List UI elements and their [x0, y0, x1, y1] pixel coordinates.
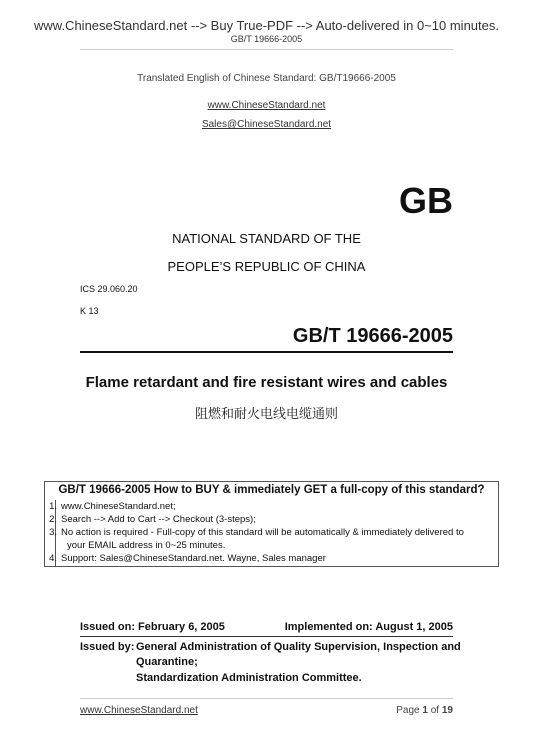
ics-code: ICS 29.060.20 — [80, 284, 138, 294]
gb-logo: GB — [399, 180, 453, 221]
banner-text: www.ChineseStandard.net --> Buy True-PDF --> Auto-delivered in 0~10 minutes. — [34, 18, 499, 33]
prc-line: PEOPLE’S REPUBLIC OF CHINA — [167, 259, 366, 274]
issuer-line-1: General Administration of Quality Supervision, Inspection and — [136, 641, 461, 653]
dates-divider — [80, 636, 453, 637]
header-code: GB/T 19666-2005 — [230, 34, 303, 44]
list-item-number: 3. — [49, 527, 57, 538]
buy-box-heading: GB/T 19666-2005 How to BUY & immediately GET a full-copy of this standard? — [58, 484, 485, 496]
title-rule — [80, 351, 453, 353]
website-link[interactable]: www.ChineseStandard.net — [207, 100, 326, 111]
standard-number: GB/T 19666-2005 — [292, 325, 453, 347]
list-item — [45, 552, 498, 565]
email-link-row — [0, 114, 533, 132]
list-item-continuation — [45, 539, 498, 552]
issued-on-date: Issued on: February 6, 2005 — [80, 621, 225, 633]
page-of: of — [430, 705, 440, 716]
title-english: Flame retardant and fire resistant wires and cables — [85, 374, 448, 391]
list-item-text: Search --> Add to Cart --> Checkout (3-steps); — [61, 514, 256, 525]
page-indicator — [396, 705, 453, 716]
page-prefix: Page — [396, 705, 420, 716]
title-chinese: 阻燃和耐火电线电缆通则 — [194, 406, 338, 421]
issuer-line-3: Standardization Administration Committee. — [136, 672, 362, 684]
website-link-row — [0, 95, 533, 113]
list-item-number: 4. — [49, 553, 57, 564]
national-standard-line: NATIONAL STANDARD OF THE — [172, 231, 361, 246]
issuer-label: Issued by: — [80, 641, 135, 653]
footer-divider — [80, 698, 453, 699]
list-item — [45, 500, 498, 513]
list-item-number: 2. — [49, 514, 57, 525]
list-item-number: 1. — [49, 501, 57, 512]
issuer-line-2: Quarantine; — [136, 656, 198, 668]
list-item-text: No action is required - Full-copy of this standard will be automatically & immediately delivered to — [61, 527, 464, 538]
footer-site-link — [80, 705, 198, 716]
buy-box-list — [45, 500, 498, 565]
list-item — [45, 526, 498, 539]
list-item-text[interactable]: www.ChineseStandard.net; — [61, 501, 176, 512]
page-total: 19 — [441, 705, 453, 716]
buy-instructions-box — [44, 481, 499, 567]
implemented-on-date: Implemented on: August 1, 2005 — [284, 621, 453, 633]
header-divider — [80, 49, 453, 50]
email-link[interactable]: Sales@ChineseStandard.net — [201, 119, 332, 130]
translated-note: Translated English of Chinese Standard: GB/T19666-2005 — [137, 73, 396, 84]
page-number: 1 — [422, 705, 428, 716]
list-item-number — [45, 539, 57, 552]
k-code: K 13 — [80, 306, 99, 316]
list-item-text: your EMAIL address in 0~25 minutes. — [67, 540, 226, 551]
list-item-text: Support: Sales@ChineseStandard.net. Wayne, Sales manager — [61, 553, 326, 564]
list-item — [45, 513, 498, 526]
footer-site[interactable]: www.ChineseStandard.net — [80, 705, 198, 716]
